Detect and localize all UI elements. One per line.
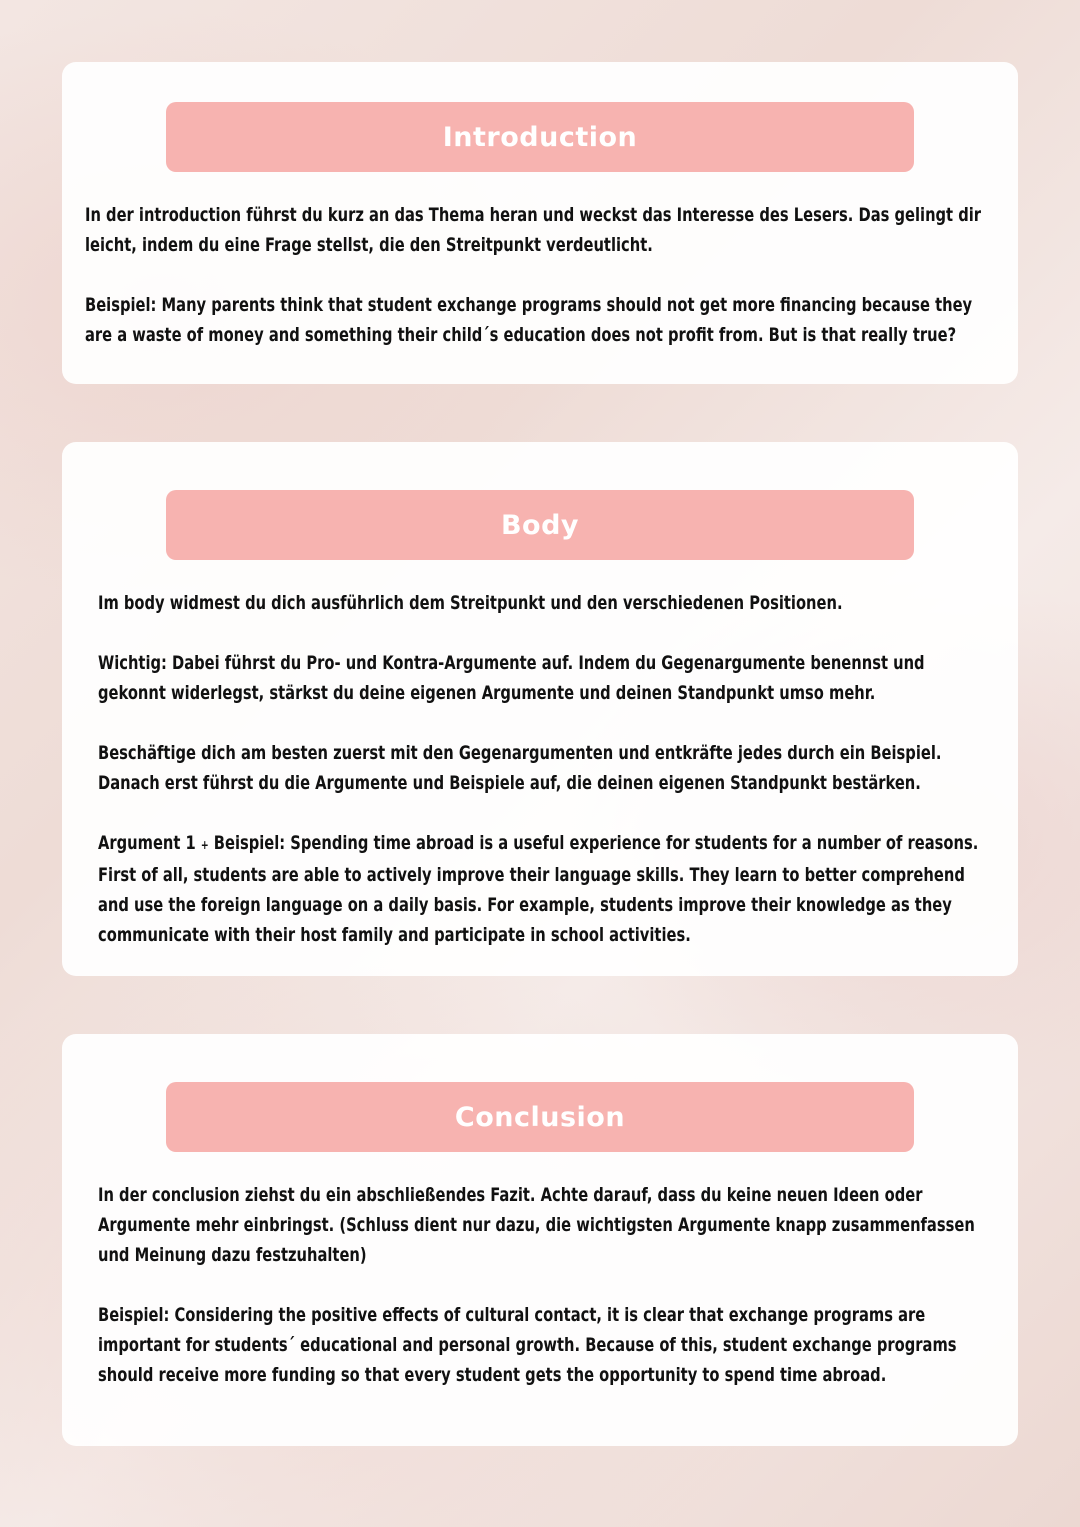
- introduction-card: [62, 62, 1018, 384]
- introduction-example: [85, 290, 971, 350]
- body-heading: Body: [166, 490, 914, 560]
- text-line: und Meinung dazu festzuhalten): [98, 1244, 367, 1266]
- plus-sign: +: [200, 838, 209, 852]
- text-line: should receive more funding so that every student gets the opportunity to spend time abroad.: [98, 1364, 887, 1386]
- text-line: In der conclusion ziehst du ein abschließendes Fazit. Achte darauf, dass du keine neuen Ideen oder: [98, 1184, 923, 1206]
- body-intro-text: [98, 588, 984, 618]
- text-line: Wichtig: Dabei führst du Pro- und Kontra-Argumente auf. Indem du Gegenargumente benennst und: [98, 652, 925, 674]
- conclusion-example: [98, 1300, 984, 1390]
- text-line: First of all, students are able to actively improve their language skills. They learn to better comprehend: [98, 864, 965, 886]
- text-line: are a waste of money and something their child´s education does not profit from. But is that really true?: [85, 324, 957, 346]
- text-line: important for students´ educational and personal growth. Because of this, student exchange programs: [98, 1334, 957, 1356]
- text-line: communicate with their host family and participate in school activities.: [98, 924, 691, 946]
- text-line: Beispiel: Considering the positive effects of cultural contact, it is clear that exchange programs are: [98, 1304, 926, 1326]
- text-line: Spending time abroad is a useful experience for students for a number of reasons.: [285, 832, 979, 854]
- conclusion-text: [98, 1180, 984, 1270]
- introduction-heading: Introduction: [166, 102, 914, 172]
- text-line: gekonnt widerlegst, stärkst du deine eigenen Argumente und deinen Standpunkt umso mehr.: [98, 682, 876, 704]
- conclusion-heading: Conclusion: [166, 1082, 914, 1152]
- body-advice-text: [98, 738, 984, 798]
- text-line: Danach erst führst du die Argumente und Beispiele auf, die deinen eigenen Standpunkt bestärken.: [98, 772, 921, 794]
- body-argument-text: [98, 828, 984, 950]
- text-line: Im body widmest du dich ausführlich dem Streitpunkt und den verschiedenen Positionen.: [98, 592, 843, 614]
- argument-label: Argument 1: [98, 832, 201, 854]
- text-line: Argumente mehr einbringst. (Schluss dient nur dazu, die wichtigsten Argumente knapp zusammenfassen: [98, 1214, 975, 1236]
- example-label: Beispiel:: [208, 832, 286, 854]
- text-line: leicht, indem du eine Frage stellst, die den Streitpunkt verdeutlicht.: [85, 234, 653, 256]
- text-line: and use the foreign language on a daily basis. For example, students improve their knowledge as they: [98, 894, 952, 916]
- text-line: Beschäftige dich am besten zuerst mit den Gegenargumenten und entkräfte jedes durch ein Beispiel.: [98, 742, 942, 764]
- introduction-text: [85, 200, 982, 260]
- body-important-text: [98, 648, 984, 708]
- example-label: Beispiel:: [85, 294, 157, 316]
- text-line: In der introduction führst du kurz an das Thema heran und weckst das Interesse des Lesers. Das gelingt dir: [85, 204, 982, 226]
- text-line: Many parents think that student exchange programs should not get more financing because they: [156, 294, 973, 316]
- conclusion-card: [62, 1034, 1018, 1446]
- body-card: [62, 442, 1018, 976]
